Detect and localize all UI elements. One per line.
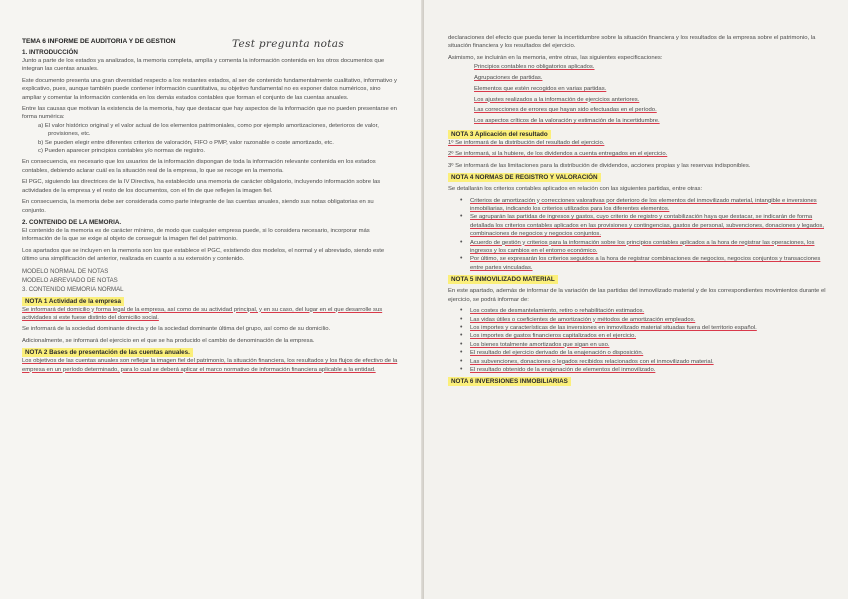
right-page-content bbox=[448, 34, 828, 386]
handwritten-note: Test pregunta notas bbox=[232, 38, 345, 50]
nota5-intro: En este apartado, además de informar de la variación de las partidas del inmovilizado material y de los correspondientes movimientos durante el ejercicio, se podrá informar de: bbox=[448, 288, 826, 303]
intro-list-item: b) Se pueden elegir entre diferentes criterios de valoración, FIFO o PMP, valor razonable o coste amortizado, etc. bbox=[38, 139, 334, 146]
page-title: TEMA 6 INFORME DE AUDITORIA Y DE GESTION bbox=[22, 38, 176, 45]
spec-item: Agrupaciones de partidas. bbox=[474, 75, 543, 82]
nota5-item: • Los costes de desmantelamiento, retiro o rehabilitación estimados. bbox=[448, 307, 828, 315]
spec-list bbox=[448, 62, 828, 127]
nota5-item: • Los importes de gastos financieros capitalizados en el ejercicio. bbox=[448, 332, 828, 340]
right-page bbox=[424, 0, 848, 599]
spec-item: Principios contables no obligatorios aplicados. bbox=[474, 64, 595, 71]
intro-paragraph-4: En consecuencia, es necesario que los usuarios de la información dispongan de toda la información relevante contenida en los estados contables, debiendo aclarar cuál es la situación real de la empresa, lo que se recoge en la memoria. bbox=[22, 159, 376, 174]
intro-paragraph-2: Este documento presenta una gran diversidad respecto a los restantes estados, al ser de contenido fundamentalmente cualitativo, informativo y explicativo, pues, aunque también puede contener información cuantitativa, su objetivo fundamental no es exponer datos numéricos, sino ampliar y comentar la información contenida en los demás estados contables que forman el conjunto de las cuentas anuales. bbox=[22, 77, 397, 101]
nota4-intro: Se detallarán los criterios contables aplicados en relación con las siguientes partidas, entre otras: bbox=[448, 186, 703, 193]
nota5-item: • Los bienes totalmente amortizados que sigan en uso. bbox=[448, 341, 828, 349]
nota6-heading: NOTA 6 INVERSIONES INMOBILIARIAS bbox=[448, 377, 571, 386]
nota4-item: • Acuerdo de gestión y criterios para la información sobre los principios contables aplicados a la hora de registrar las operaciones, los ingresos y los cambios en el entorno económico. bbox=[448, 239, 828, 256]
intro-paragraph-3: Entre las causas que motivan la existencia de la memoria, hay que destacar que hay aspectos de la información que no pueden presentarse en forma numérica: bbox=[22, 106, 397, 121]
nota3-heading: NOTA 3 Aplicación del resultado bbox=[448, 130, 551, 139]
model-normal: MODELO NORMAL DE NOTAS bbox=[22, 267, 109, 275]
intro-list bbox=[22, 122, 398, 156]
content-normal-heading: 3. CONTENIDO MEMORIA NORMAL bbox=[22, 285, 124, 293]
intro-list-item: a) El valor histórico original y el valor actual de los elementos patrimoniales, como por ejemplo amortizaciones, deterioros de valor, provisiones, etc. bbox=[38, 122, 379, 138]
nota3-item: 3º Se informará de las limitaciones para la distribución de dividendos, acciones propias y las reservas indisponibles. bbox=[448, 162, 751, 169]
nota4-heading: NOTA 4 NORMAS DE REGISTRO Y VALORACIÓN bbox=[448, 173, 601, 182]
nota2-heading: NOTA 2 Bases de presentación de las cuentas anuales. bbox=[22, 348, 193, 357]
nota3-item: 1º Se informará de la distribución del resultado del ejercicio. bbox=[448, 140, 605, 146]
model-abbreviated: MODELO ABREVIADO DE NOTAS bbox=[22, 276, 118, 284]
nota4-item: • Criterios de amortización y correcciones valorativas por deterioro de los elementos del inmovilizado material, intangible e inversiones inmobiliarias, indicando los criterios utilizados para los diferentes elementos. bbox=[448, 197, 828, 214]
nota1-paragraph-3: Adicionalmente, se informará del ejercicio en el que se ha producido el cambio de denominación de la empresa. bbox=[22, 337, 315, 344]
intro-paragraph-5: El PGC, siguiendo las directrices de la IV Directiva, ha establecido una memoria de carácter obligatorio, incluyendo información sobre las actividades de la empresa y el resto de los documentos, con el fin de que reflejen la imagen fiel. bbox=[22, 179, 381, 194]
intro-heading: 1. INTRODUCCIÓN bbox=[22, 49, 78, 56]
nota4-list bbox=[448, 197, 828, 273]
nota5-heading: NOTA 5 INMOVILIZADO MATERIAL bbox=[448, 275, 558, 284]
nota1-heading: NOTA 1 Actividad de la empresa bbox=[22, 297, 124, 306]
intro-list-item: c) Pueden aparecer principios contables y/o normas de registro. bbox=[38, 148, 205, 155]
content-paragraph-2: Los apartados que se incluyen en la memoria son los que establece el PGC, existiendo dos modelos, el normal y el abreviado, siendo este último una simplificación del anterior, realizada en cuanto a su extensión y contenido. bbox=[22, 247, 385, 263]
nota5-item: • El resultado obtenido de la enajenación de elementos del inmovilizado. bbox=[448, 366, 828, 374]
nota4-item: • Por último, se expresarán los criterios seguidos a la hora de registrar combinaciones de negocios, negocios conjuntos y transacciones entre partes vinculadas. bbox=[448, 255, 828, 272]
spec-item: Los ajustes realizados a la información de ejercicios anteriores. bbox=[474, 96, 640, 103]
spec-item: Elementos que estén recogidos en varias partidas. bbox=[474, 85, 607, 92]
nota5-item: • Las subvenciones, donaciones o legados recibidos relacionados con el inmovilizado material. bbox=[448, 358, 828, 366]
content-paragraph-1: El contenido de la memoria es de carácter mínimo, de modo que cualquier empresa puede, si lo considera necesario, incorporar más información de la que se exige al objeto de conseguir la imagen fiel del patrimonio. bbox=[22, 227, 370, 243]
nota5-item: • Las vidas útiles o coeficientes de amortización y métodos de amortización empleados. bbox=[448, 316, 828, 324]
intro-paragraph-6: En consecuencia, la memoria debe ser considerada como parte integrante de las cuentas anuales, siendo sus notas obligatorias en su conjunto. bbox=[22, 199, 374, 214]
nota5-item: • Los importes y características de las inversiones en inmovilizado material situadas fuera del territorio español. bbox=[448, 324, 828, 332]
content-heading: 2. CONTENIDO DE LA MEMORIA. bbox=[22, 218, 122, 226]
intro-paragraph-1: Junto a parte de los estados ya analizados, la memoria completa, amplía y comenta la información contenida en los otros documentos que integran las cuentas anuales. bbox=[22, 58, 385, 73]
left-page-content bbox=[22, 38, 398, 374]
nota5-item: • El resultado del ejercicio derivado de la enajenación o disposición. bbox=[448, 349, 828, 357]
right-intro-paragraph: declaraciones del efecto que pueda tener la incertidumbre sobre la situación financiera y los resultados de la empresa sobre el patrimonio, la situación financiera y los resultados del ejercicio. bbox=[448, 35, 816, 50]
nota3-item: 2º Se informará, si la hubiere, de los dividendos a cuenta entregados en el ejercicio. bbox=[448, 151, 668, 158]
asimismo-paragraph: Asimismo, se incluirán en la memoria, entre otras, las siguientes especificaciones: bbox=[448, 54, 663, 61]
spec-item: Los aspectos críticos de la valoración y estimación de la incertidumbre. bbox=[474, 118, 660, 125]
spec-item: Las correcciones de errores que hayan sido efectuadas en el período. bbox=[474, 107, 657, 114]
nota1-paragraph-2: Se informará de la sociedad dominante directa y de la sociedad dominante última del grupo, así como de su domicilio. bbox=[22, 326, 331, 333]
nota4-item: • Se agruparán las partidas de ingresos y gastos, cuyo criterio de registro y contabilización haya que destacar, se indicarán de forma detallada los criterios contables aplicados en las provisiones y contingencias, gastos de personal, subvenciones, donaciones y legados, combinaciones de negocios y negocios conjuntos. bbox=[448, 213, 828, 238]
nota5-list bbox=[448, 307, 828, 374]
nota1-paragraph-1: Se informará del domicilio y forma legal de la empresa, así como de su actividad principal, y en su caso, del lugar en el que desarrolle sus actividades si este fuese distinto del domicilio social. bbox=[22, 306, 383, 321]
nota2-paragraph: Los objetivos de las cuentas anuales son reflejar la imagen fiel del patrimonio, la situación financiera, los resultados y los flujos de efectivo de la empresa en un período determinado, para lo cual se deberá aplicar el marco normativo de información financiera aplicable a la entidad. bbox=[22, 358, 398, 373]
